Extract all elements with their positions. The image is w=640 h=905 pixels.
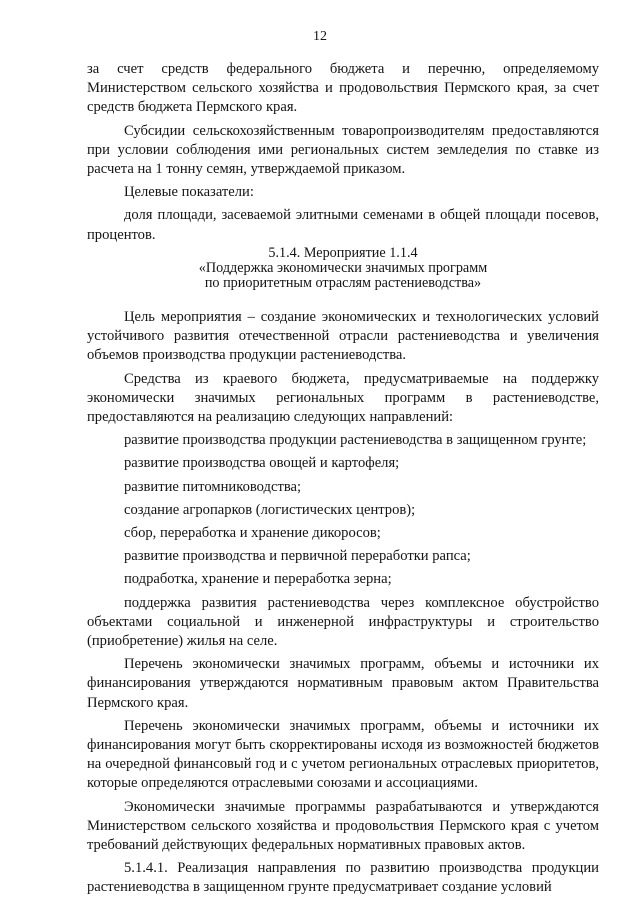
page-number: 12	[313, 29, 327, 44]
text-block-lower	[87, 308, 599, 898]
paragraph: Перечень экономически значимых программ, объемы и источники их финансирования утверждаются нормативным правовым актом Правительства Пермского края.	[87, 656, 599, 711]
paragraph: Перечень экономически значимых программ, объемы и источники их финансирования могут быть скорректированы исходя из возможностей бюджетов на очередной финансовый год и с учетом региональных отраслевых приоритетов, которые определяются отраслевыми союзами и ассоциациями.	[87, 717, 599, 792]
paragraph: Средства из краевого бюджета, предусматриваемые на поддержку экономически значимых региональных программ в растениеводстве, предоставляются на реализацию следующих направлений:	[87, 370, 599, 426]
paragraph: Экономически значимые программы разрабатываются и утверждаются Министерством сельского хозяйства и продовольствия Пермского края с учетом требований действующих федеральных нормативных правовых актов.	[87, 798, 599, 854]
list-item: создание агропарков (логистических центров);	[124, 501, 416, 518]
paragraph: Субсидии сельскохозяйственным товаропроизводителям предоставляются при условии соблюдения ими региональных систем земледелия по ставке из расчета на 1 тонну семян, утверждаемой приказом.	[87, 122, 599, 178]
list-item: развитие питомниководства;	[124, 478, 302, 495]
paragraph: Целевые показатели:	[124, 184, 254, 201]
heading-title-line: «Поддержка экономически значимых программ	[198, 260, 488, 276]
list-item: сбор, переработка и хранение дикоросов;	[124, 525, 381, 542]
list-item: развитие производства овощей и картофеля;	[124, 455, 400, 472]
section-heading	[87, 246, 599, 291]
paragraph: за счет средств федерального бюджета и перечню, определяемому Министерством сельского хозяйства и продовольствия Пермского края, за счет средств бюджета Пермского края.	[87, 61, 599, 116]
paragraph: 5.1.4.1. Реализация направления по развитию производства продукции растениеводства в защищенном грунте предусматривает создание условий	[87, 860, 599, 896]
paragraph: Цель мероприятия – создание экономических и технологических условий устойчивого развития отечественной отрасли растениеводства и увеличения объемов производства продукции растениеводства.	[87, 309, 599, 364]
paragraph: доля площади, засеваемой элитными семенами в общей площади посевов, процентов.	[87, 207, 599, 243]
list-item: подработка, хранение и переработка зерна;	[124, 571, 392, 588]
text-block-upper	[87, 60, 599, 245]
heading-number: 5.1.4. Мероприятие 1.1.4	[268, 245, 418, 261]
list-item: поддержка развития растениеводства через комплексное обустройство объектами социальной и инженерной инфраструктуры и строительство (приобретение) жилья на селе.	[87, 594, 599, 650]
list-item: развитие производства продукции растениеводства в защищенном грунте;	[124, 432, 587, 449]
heading-title-line: по приоритетным отраслям растениеводства»	[204, 275, 482, 291]
list-item: развитие производства и первичной переработки рапса;	[124, 548, 471, 565]
